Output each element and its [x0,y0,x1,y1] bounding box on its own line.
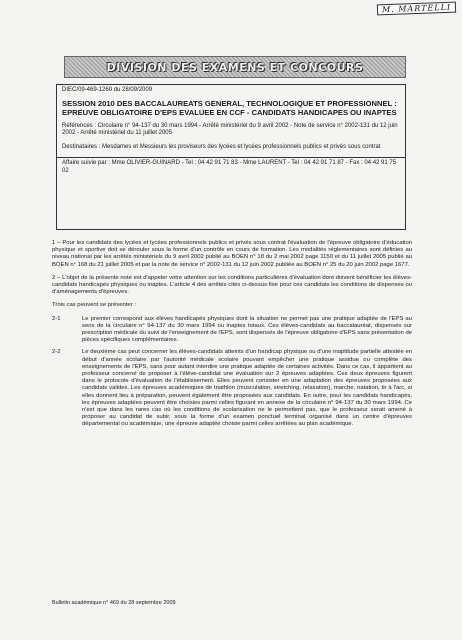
list-item [52,316,412,345]
document-reference: DIEC/09-469-1260 du 28/09/2009 [62,87,153,93]
paragraph-2: 2 – L'objet de la présente note est d'appeler votre attention sur les conditions particulières d'évaluation dont doivent bénéficier les élèves-candidats handicapés physiques ou inaptes. L'article 4 des arrêtés cités ci-dessus fixe pour ces candidats les conditions de dispenses ou d'aménagements d'épreuves. [52,274,412,296]
division-banner [64,56,406,78]
list-item [52,349,412,428]
recipients-text: Destinataires : Mesdames et Messieurs les proviseurs des lycées et lycées professionnels publics et privés sous contrat [62,143,381,150]
contact-text: Affaire suivie par : Mme OLIVIER-GUINARD - Tel : 04 42 91 71 83 - Mme LAURENT - Tel : 04 42 91 71 87 - Fax : 04 42 91 75 02 [57,157,405,175]
paragraph-1: 1 – Pour les candidats des lycées et lycées professionnels publics et privés sous contrat l'évaluation de l'épreuve obligatoire d'éducation physique et sportive doit se dérouler sous la forme d'un contrôle en cours de formation. Les modalités réglementaires sont définies au niveau national par les arrêtés ministériels du 9 avril 2002 publié au BOEN n° 18 du 2 mai 2002 page 1150 et du 11 juillet 2005 publié au BOEN n° 168 du 21 juillet 2005 et par la note de service n° 2002-131 du 12 juin 2002 publiée au BOEN n° 25 du 20 juin 2002 page 1677. [52,240,412,268]
document-body [52,240,412,434]
item-text: Le premier correspond aux élèves handicapés physiques dont la situation ne permet pas une pratique adaptée de l'EPS au sens de la circulaire n° 94-137 du 30 mars 1994 ou inaptes totaux. Ces élèves-candidats au baccalauréat, dispensés sur prescription médicale du suivi de l'enseignement de l'EPS, sont dispensés de l'épreuve obligatoire d'EPS sans présentation de pièces spécifiques complémentaires. [82,315,412,344]
header-box [56,84,406,230]
references-text: Références : Circulaire n° 94-137 du 30 mars 1994 - Arrêté ministériel du 9 avril 2002 - Note de service n° 2002-131 du 12 juin 2002 - Arrêté ministériel du 11 juillet 2005 [62,122,398,137]
cases-intro: Trois cas peuvent se présenter : [52,302,136,309]
banner-title: DIVISION DES EXAMENS ET CONCOURS [106,60,364,74]
page-footer: Bulletin académique n° 469 du 28 septembre 2009 [52,600,176,606]
item-number: 2-2 [52,349,61,356]
item-text: Le deuxième cas peut concerner les élèves-candidats atteints d'un handicap physique ou d'une inaptitude partielle attestée en début d'année scolaire par l'autorité médicale scolaire pouvant empêcher une pratique assidue ou complète des enseignements de l'EPS, sans pour autant interdire une pratique adaptée de certaines activités. Dans ce cas, il appartient au professeur concerné de proposer à l'élève-candidat une évaluation sur 2 épreuves adaptées. Ces deux épreuves figurent dans le protocole d'évaluation de l'établissement. Elles peuvent consister en une adaptation des épreuves proposées aux candidats valides. Les épreuves académiques de triathlon (musculation, stretching, relaxation), marche, natation, tir à l'arc, si elles donnent lieu à préparation, peuvent également être proposées aux candidats. En outre, pour les candidats handicapés, les épreuves adaptées peuvent être choisies parmi celles figurant en annexe de la circulaire n° 94-137 du 30 mars 1994. Ce n'est que dans les rares cas où les conditions de scolarisation ne le permettent pas, que le professeur serait amené à proposer au candidat de subir, sous la forme d'un examen ponctuel terminal organisé dans un centre d'épreuves départemental ou académique, une épreuve adaptée choisie parmi celles arrêtées au plan académique. [82,349,412,428]
session-title: SESSION 2010 DES BACCALAUREATS GENERAL, TECHNOLOGIQUE ET PROFESSIONNEL : EPREUVE OBLIGATOIRE D'EPS EVALUEE EN CCF - CANDIDATS HANDICAPES OU INAPTES [62,98,397,117]
item-number: 2-1 [52,315,61,322]
handwritten-note: M. MARTELLI [377,2,456,16]
